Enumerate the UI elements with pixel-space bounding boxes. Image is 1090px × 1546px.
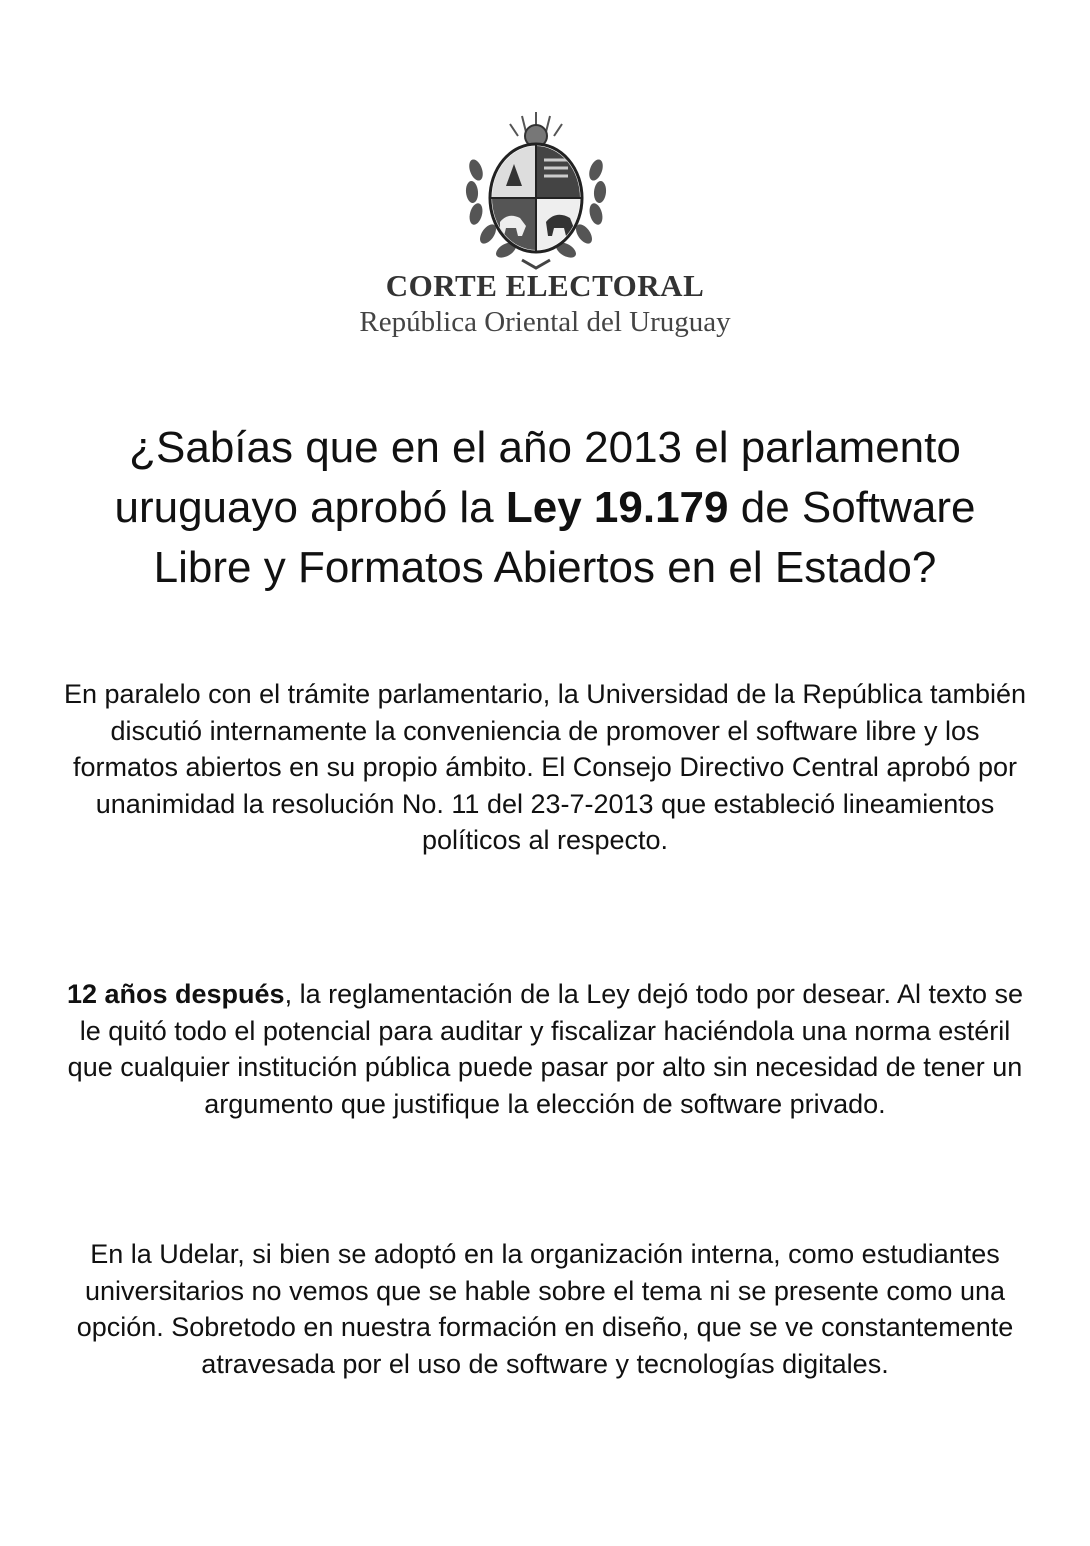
headline: [60, 418, 1030, 598]
coat-of-arms-seal-icon: [462, 110, 610, 272]
paragraph-regulation-text: , la reglamentación de la Ley dejó todo por desear. Al texto se le quitó todo el potencial para auditar y fiscalizar haciéndola una norma estéril que cualquier institución pública puede pasar por alto sin necesidad de tener un argumento que justifique la elección de software privado.: [67, 979, 1024, 1119]
headline-text-end: de Software Libre y Formatos Abiertos en el Estado?: [153, 483, 976, 592]
paragraph-udelar-resolution: En paralelo con el trámite parlamentario, la Universidad de la República también discutió internamente la conveniencia de promover el software libre y los formatos abiertos en su propio ámbito. El Consejo Directivo Central aprobó por unanimidad la resolución No. 11 del 23-7-2013 que estableció lineamientos políticos al respecto.: [63, 679, 1027, 855]
headline-text-start: ¿Sabías que en el año 2013 el parlamento uruguayo aprobó la: [114, 423, 961, 532]
law-number: Ley 19.179: [505, 483, 729, 532]
org-name: CORTE ELECTORAL: [385, 268, 705, 303]
org-subtitle: República Oriental del Uruguay: [359, 306, 731, 338]
paragraph-regulation: [60, 976, 1030, 1122]
paragraph-udelar-students: En la Udelar, si bien se adoptó en la organización interna, como estudiantes universitarios no vemos que se hable sobre el tema ni se presente como una opción. Sobretodo en nuestra formación en diseño, que se ve constantemente atravesada por el uso de software y tecnologías digitales.: [76, 1239, 1014, 1379]
years-later-emphasis: 12 años después: [66, 979, 285, 1009]
